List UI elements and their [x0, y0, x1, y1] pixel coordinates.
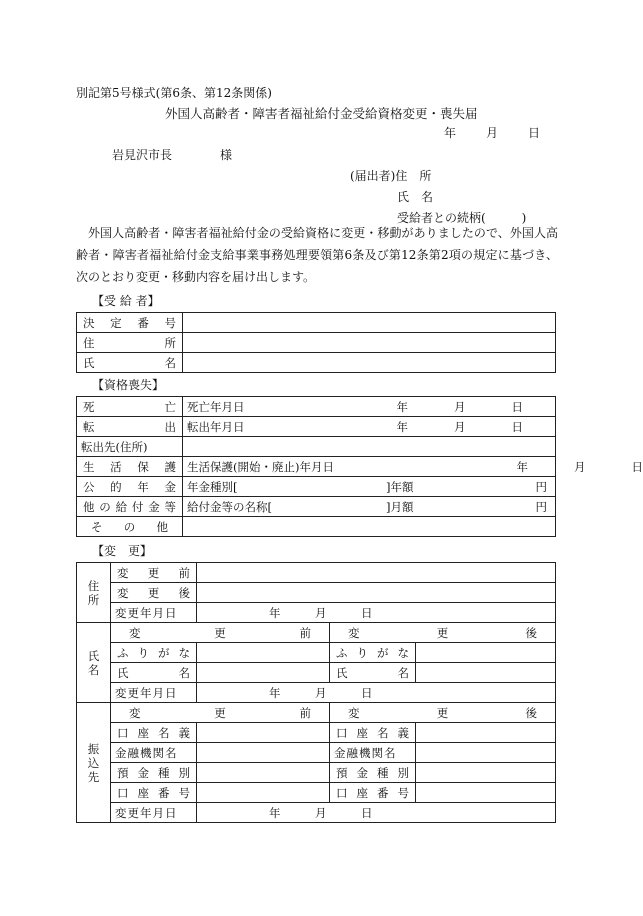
address-date-field[interactable]: 年 月 日	[197, 603, 556, 623]
recipient-address-label: 住 所	[77, 333, 183, 353]
submission-date[interactable]: 年 月 日	[444, 126, 543, 140]
change-heading: 【変 更】	[92, 544, 153, 558]
change-table	[76, 562, 556, 823]
other-label: そ の 他	[77, 517, 183, 537]
furigana-after-label: ふ り が な	[330, 643, 416, 663]
name-before-label: 氏 名	[111, 663, 197, 683]
bank-group-label: 振 込 先	[77, 703, 111, 823]
account-holder-before-field[interactable]	[197, 723, 330, 743]
account-number-after-field[interactable]	[416, 783, 556, 803]
address-after-label: 変 更 後	[111, 583, 197, 603]
loss-table	[76, 396, 643, 537]
applicant-address-label: (届出者)住 所	[350, 169, 432, 183]
pension-field[interactable]: 年金種別[ ]年額 円	[183, 477, 556, 497]
name-date-label: 変更年月日	[111, 683, 197, 703]
bank-date-field[interactable]: 年 月 日	[197, 803, 556, 823]
deposit-type-before-label: 預 金 種 別	[111, 763, 197, 783]
recipient-heading: 【受 給 者】	[92, 294, 160, 308]
furigana-before-label: ふ り が な	[111, 643, 197, 663]
death-field[interactable]: 死亡年月日 年 月 日	[183, 397, 556, 417]
name-date-field[interactable]: 年 月 日	[197, 683, 556, 703]
loss-heading: 【資格喪失】	[92, 378, 165, 392]
deposit-type-after-field[interactable]	[416, 763, 556, 783]
bank-date-label: 変更年月日	[111, 803, 197, 823]
account-number-before-label: 口 座 番 号	[111, 783, 197, 803]
address-before-label: 変 更 前	[111, 563, 197, 583]
decision-number-label: 決 定 番 号	[77, 313, 183, 333]
form-reference: 別記第5号様式(第6条、第12条関係)	[76, 86, 272, 100]
applicant-relation-label: 受給者との続柄( )	[397, 211, 527, 225]
account-holder-after-field[interactable]	[416, 723, 556, 743]
decision-number-field[interactable]	[183, 313, 556, 333]
death-label: 死 亡	[77, 397, 183, 417]
bank-after-header: 変 更 後	[330, 703, 556, 723]
account-holder-before-label: 口 座 名 義	[111, 723, 197, 743]
recipient-name-label: 氏 名	[77, 353, 183, 373]
name-after-field[interactable]	[416, 663, 556, 683]
address-date-label: 変更年月日	[111, 603, 197, 623]
move-out-label: 転 出	[77, 417, 183, 437]
bank-name-before-field[interactable]	[197, 743, 330, 763]
addressee: 岩見沢市長	[112, 148, 173, 162]
account-number-before-field[interactable]	[197, 783, 330, 803]
pension-label: 公 的 年 金	[77, 477, 183, 497]
other-benefit-field[interactable]: 給付金等の名称[ ]月額 円	[183, 497, 556, 517]
destination-label: 転出先(住所)	[77, 437, 183, 457]
honorific: 様	[220, 148, 233, 162]
other-benefit-label: 他 の 給 付 金 等	[77, 497, 183, 517]
recipient-table	[76, 312, 556, 373]
bank-before-header: 変 更 前	[111, 703, 330, 723]
bank-name-after-label: 金融機関名	[330, 743, 416, 763]
recipient-name-field[interactable]	[183, 353, 556, 373]
account-number-after-label: 口 座 番 号	[330, 783, 416, 803]
address-before-field[interactable]	[197, 563, 556, 583]
name-after-header: 変 更 後	[330, 623, 556, 643]
name-group-label: 氏 名	[77, 623, 111, 703]
name-before-header: 変 更 前	[111, 623, 330, 643]
deposit-type-before-field[interactable]	[197, 763, 330, 783]
address-group-label: 住 所	[77, 563, 111, 623]
address-after-field[interactable]	[197, 583, 556, 603]
deposit-type-after-label: 預 金 種 別	[330, 763, 416, 783]
other-field[interactable]	[183, 517, 556, 537]
bank-name-after-field[interactable]	[416, 743, 556, 763]
intro-paragraph: 外国人高齢者・障害者福祉給付金の受給資格に変更・移動がありましたので、外国人高齢者・障害者福祉給付金支給事業事務処理要領第6条及び第12条第2項の規定に基づき、次のとおり変更・移動内容を届け出します。	[76, 226, 558, 284]
account-holder-after-label: 口 座 名 義	[330, 723, 416, 743]
destination-field[interactable]	[183, 437, 556, 457]
name-before-field[interactable]	[197, 663, 330, 683]
move-out-field[interactable]: 転出年月日 年 月 日	[183, 417, 556, 437]
form-title: 外国人高齢者・障害者福祉給付金受給資格変更・喪失届	[165, 106, 478, 121]
name-after-label: 氏 名	[330, 663, 416, 683]
furigana-after-field[interactable]	[416, 643, 556, 663]
recipient-address-field[interactable]	[183, 333, 556, 353]
furigana-before-field[interactable]	[197, 643, 330, 663]
applicant-name-label: 氏 名	[397, 190, 434, 204]
welfare-label: 生 活 保 護	[77, 457, 183, 477]
welfare-field[interactable]: 生活保護(開始・廃止)年月日 年 月 日	[183, 457, 556, 477]
bank-name-before-label: 金融機関名	[111, 743, 197, 763]
